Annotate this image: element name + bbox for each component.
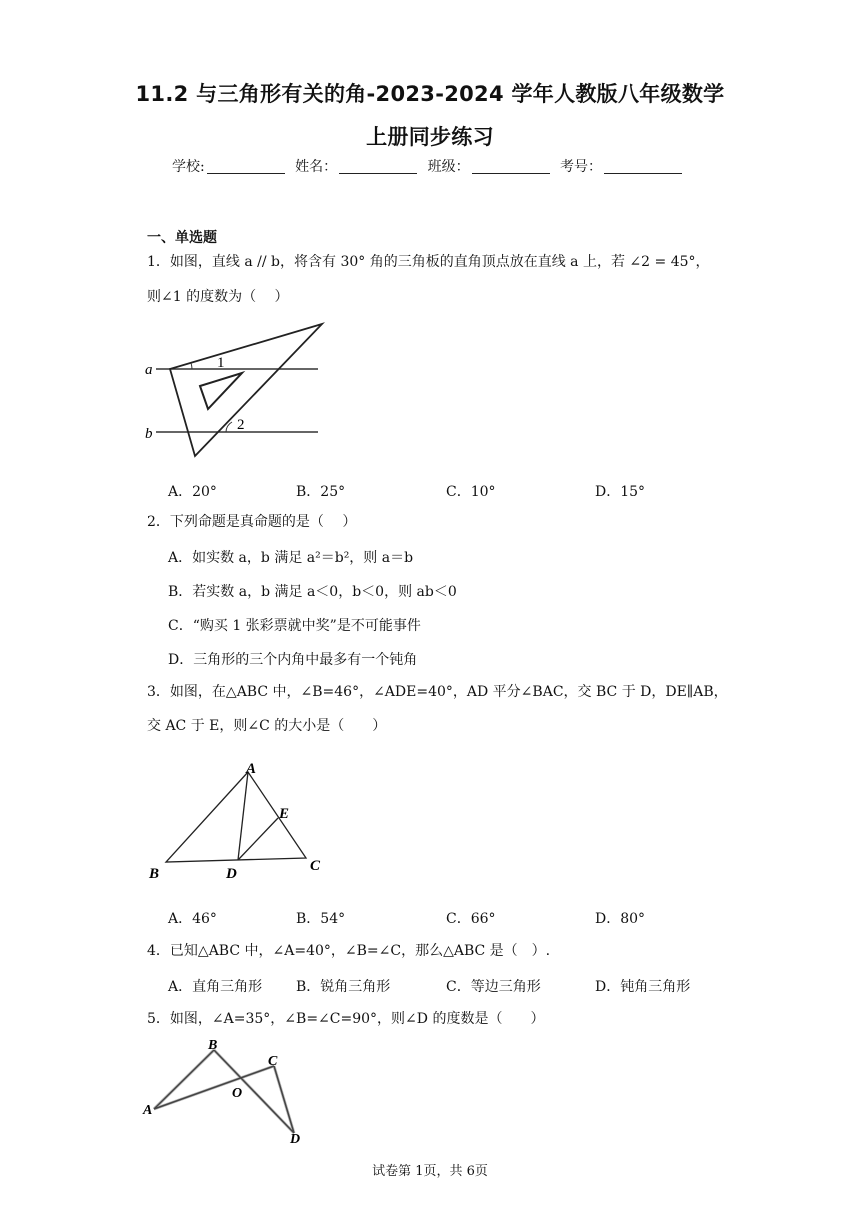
label-A-5: A <box>143 1103 153 1118</box>
label-C-5: C <box>268 1054 278 1069</box>
q4-option-d: D．钝角三角形 <box>595 979 691 995</box>
question-2-text <box>147 513 356 531</box>
q3-option-d: D．80° <box>595 911 646 927</box>
school-label: 学校: <box>171 159 205 175</box>
triangle-ruler-inner <box>200 373 242 409</box>
label-B: B <box>149 866 160 882</box>
question-3-number: 3． <box>147 684 170 700</box>
question-4-number: 4． <box>147 943 170 959</box>
name-label: 姓名： <box>295 159 338 175</box>
name-blank <box>339 159 417 174</box>
q1-option-a: A．20° <box>168 484 217 500</box>
label-angle-2: 2 <box>237 417 245 433</box>
question-5-line1: 如图，∠A=35°，∠B=∠C=90°，则∠D 的度数是（ ） <box>169 1011 545 1027</box>
angle-1-arc <box>191 363 192 369</box>
label-A: A <box>246 761 257 777</box>
label-C: C <box>310 858 321 874</box>
question-5-number: 5． <box>147 1011 170 1027</box>
school-blank <box>207 159 285 174</box>
q2-option-b: B．若实数 a，b 满足 a＜0，b＜0，则 ab＜0 <box>168 584 457 600</box>
question-4-text <box>147 942 550 960</box>
segment-ac <box>154 1066 274 1109</box>
q4-option-b: B．锐角三角形 <box>296 979 391 995</box>
label-a: a <box>145 362 153 378</box>
q4-option-c: C．等边三角形 <box>446 979 541 995</box>
exam-number-blank <box>604 159 682 174</box>
q1-option-d: D．15° <box>595 484 646 500</box>
label-E: E <box>279 806 290 822</box>
question-1-figure <box>140 318 340 466</box>
question-3-line1: 如图，在△ABC 中，∠B=46°，∠ADE=40°，AD 平分∠BAC，交 BC 于 D，DE∥AB， <box>169 684 728 700</box>
question-2-number: 2． <box>147 514 170 530</box>
label-b: b <box>145 426 153 442</box>
segment-ab <box>154 1050 214 1109</box>
question-2-line1: 下列命题是真命题的是（ ） <box>169 514 357 530</box>
segment-ad <box>238 772 248 860</box>
class-blank <box>472 159 550 174</box>
question-1-number: 1． <box>147 254 170 270</box>
triangle-ruler-outer <box>170 324 322 456</box>
question-3-line2: 交 AC 于 E，则∠C 的大小是（ ） <box>147 718 387 734</box>
q3-option-a: A．46° <box>168 911 217 927</box>
q4-option-a: A．直角三角形 <box>168 979 263 995</box>
question-3-text <box>147 683 728 701</box>
label-O-5: O <box>232 1086 243 1101</box>
q1-option-c: C．10° <box>446 484 496 500</box>
exam-number-label: 考号： <box>560 159 603 175</box>
page-title-line2: 上册同步练习 <box>366 125 494 149</box>
question-5-text <box>147 1010 544 1028</box>
label-angle-1: 1 <box>217 355 225 371</box>
section-heading: 一、单选题 <box>147 230 217 246</box>
q2-option-a: A．如实数 a，b 满足 a²＝b²，则 a＝b <box>168 550 414 566</box>
question-1-line2: 则∠1 的度数为（ ） <box>147 289 289 305</box>
question-4-line1: 已知△ABC 中，∠A=40°，∠B=∠C，那么△ABC 是（ ）. <box>169 943 551 959</box>
page-title-line1: 11.2 与三角形有关的角-2023-2024 学年人教版八年级数学 <box>135 82 725 106</box>
class-label: 班级： <box>427 159 470 175</box>
question-1-text <box>147 253 710 271</box>
question-3-figure <box>142 756 342 886</box>
label-B-5: B <box>208 1038 218 1053</box>
q3-option-b: B．54° <box>296 911 346 927</box>
question-5-figure <box>140 1034 320 1146</box>
student-info-row <box>0 156 860 176</box>
label-D: D <box>226 866 237 882</box>
page-footer: 试卷第 1页，共 6页 <box>372 1164 488 1179</box>
q2-option-c: C．“购买 1 张彩票就中奖”是不可能事件 <box>168 618 421 634</box>
q3-option-c: C．66° <box>446 911 496 927</box>
label-D-5: D <box>290 1132 301 1146</box>
segment-de <box>238 818 278 860</box>
question-1-line1: 如图，直线 a // b，将含有 30° 角的三角板的直角顶点放在直线 a 上，若 ∠2 = 45°， <box>169 254 710 270</box>
q2-option-d: D．三角形的三个内角中最多有一个钝角 <box>168 652 418 668</box>
q1-option-b: B．25° <box>296 484 346 500</box>
